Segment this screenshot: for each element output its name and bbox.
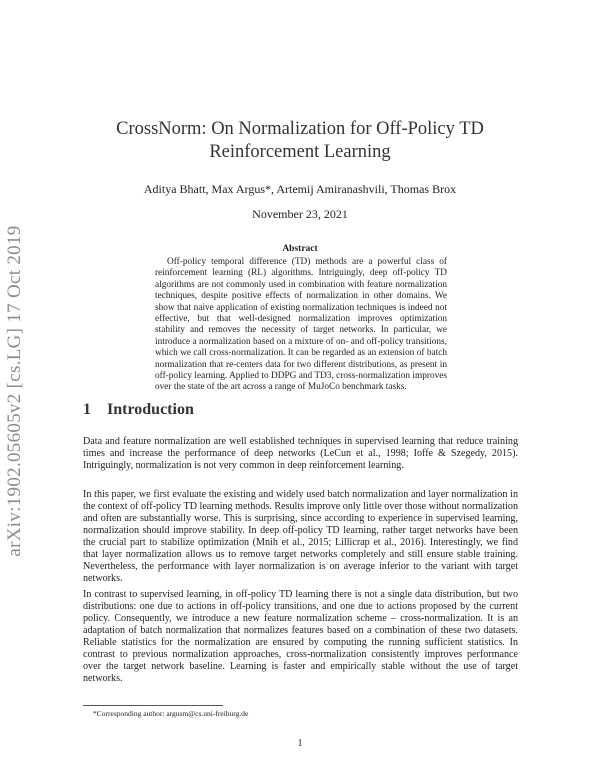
abstract-text: Off-policy temporal difference (TD) methods are a powerful class of reinforcement learning (RL) algorithms. Intriguingly, deep off-policy TD algorithms are not commonly used in combination with feature normalization techniques, despite positive effects of normalization in other domains. We show that naive application of existing normalization techniques is indeed not effective, but that well-designed normalization improves optimization stability and removes the necessity of target networks. In particular, we introduce a normalization based on a mixture of on- and off-policy transitions, which we call cross-normalization. It can be regarded as an extension of batch normalization that re-centers data for two different distributions, as present in off-policy learning. Applied to DDPG and TD3, cross-normalization improves over the state of the art across a range of MuJoCo benchmark tasks. — [155, 257, 447, 393]
authors: Aditya Bhatt, Max Argus*, Artemij Amiranashvili, Thomas Brox — [143, 182, 457, 196]
footnote-rule — [83, 705, 223, 706]
section-heading — [83, 401, 194, 419]
page-number: 1 — [297, 738, 303, 749]
abstract-heading: Abstract — [282, 244, 318, 254]
paragraph: Data and feature normalization are well established techniques in supervised learning that reduce training times and increase the performance of deep networks (LeCun et al., 1998; Ioffe & Szegedy, 2015). Intriguingly, normalization is not very common in deep reinforcement learning. — [83, 436, 518, 471]
title-line-1: CrossNorm: On Normalization for Off-Policy TD — [116, 119, 484, 139]
paper-title — [80, 118, 520, 164]
section-title: Introduction — [107, 401, 194, 418]
paragraph: In contrast to supervised learning, in off-policy TD learning there is not a single data distribution, but two distributions: one due to actions in off-policy transitions, and one due to actions proposed by the current policy. Consequently, we introduce a new feature normalization scheme – cross-normalization. It is an adaptation of batch normalization that normalizes features based on a combination of these two datasets. Reliable statistics for the normalization are ensured by computing the running sufficient statistics. In contrast to previous normalization approaches, cross-normalization consistently improves performance over the target network baseline. Learning is faster and empirically stable without the use of target networks. — [83, 589, 518, 684]
footnote: *Corresponding author: argusm@cs.uni-freiburg.de — [93, 709, 249, 718]
section-number: 1 — [83, 401, 91, 418]
date: November 23, 2021 — [252, 207, 348, 221]
paragraph: In this paper, we first evaluate the existing and widely used batch normalization and layer normalization in the context of off-policy TD learning methods. Results improve only little over those without normalization and often are substantially worse. This is surprising, since according to experience in supervised learning, normalization should improve stability. In deep off-policy TD learning, rather target networks have been the crucial part to stabilize optimization (Mnih et al., 2015; Lillicrap et al., 2016). Interestingly, we find that layer normalization allows us to remove target networks completely and still ensure stable training. Nevertheless, the performance with layer normalization is on average inferior to the variant with target networks. — [83, 489, 518, 584]
arxiv-stamp: arXiv:1902.05605v2 [cs.LG] 17 Oct 2019 — [4, 225, 25, 557]
title-line-2: Reinforcement Learning — [209, 142, 391, 162]
